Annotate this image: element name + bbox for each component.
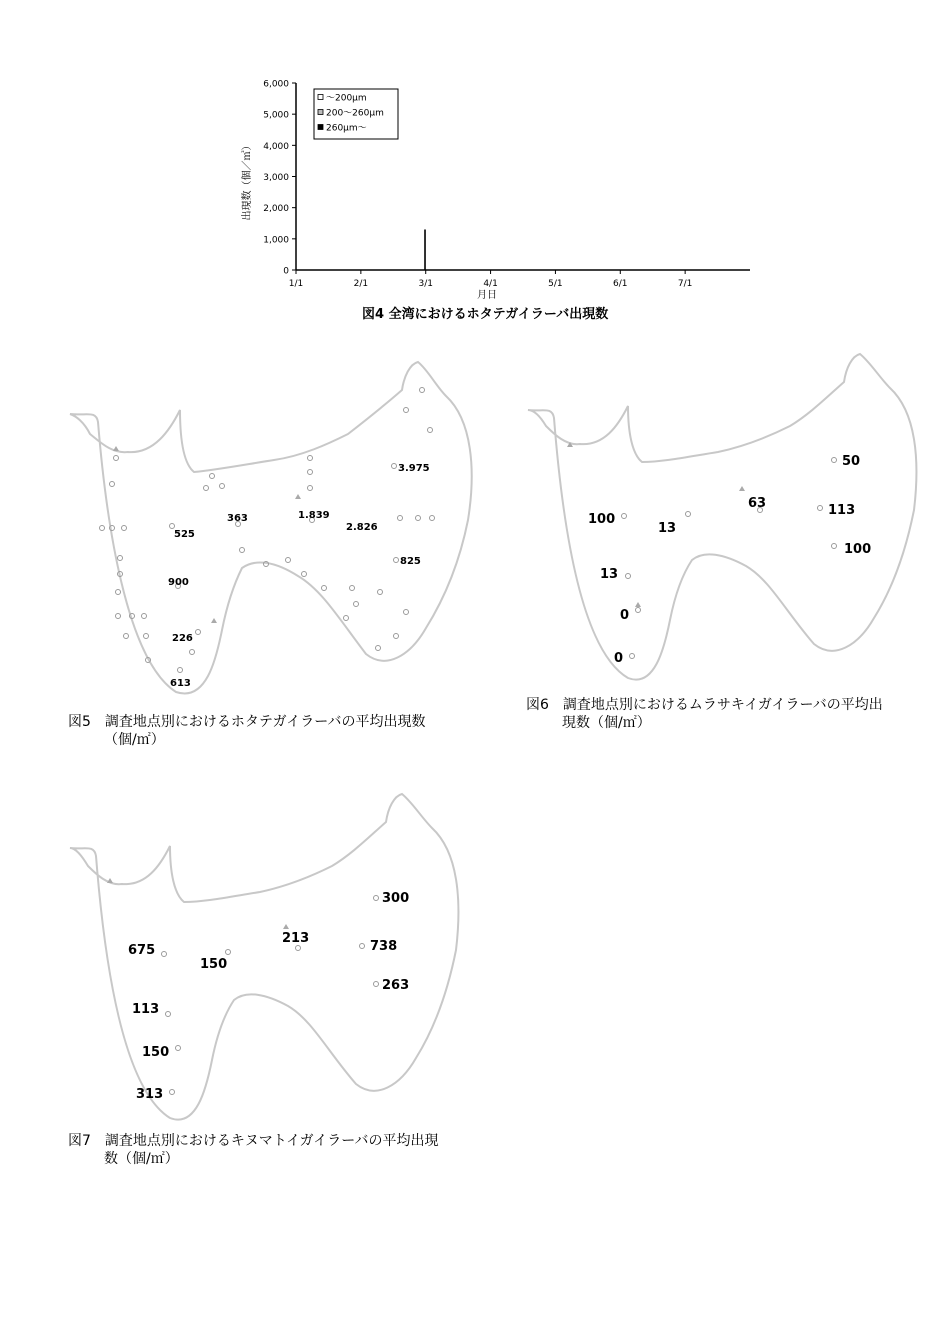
fig5-label: 825	[400, 556, 421, 567]
fig5-caption-line1: 図5 調査地点別におけるホタテガイラーバの平均出現数	[68, 714, 426, 730]
legend-swatch	[318, 95, 323, 100]
fig7-caption	[68, 1132, 439, 1168]
fig6-caption-line2: 現数（個/㎡）	[562, 715, 651, 731]
fig5-label: 525	[174, 529, 195, 540]
fig6-caption	[526, 696, 883, 732]
fig7-caption-line1: 図7 調査地点別におけるキヌマトイガイラーバの平均出現	[68, 1133, 439, 1149]
bar	[424, 229, 426, 270]
fig5-stations	[100, 388, 435, 673]
fig7-marker	[107, 878, 113, 883]
fig6-label: 0	[614, 651, 624, 666]
y-axis-title: 出現数（個／㎡）	[242, 140, 253, 221]
fig6-marker	[635, 602, 641, 607]
y-tick-label: 5,000	[263, 110, 289, 121]
fig7-label: 300	[382, 891, 410, 906]
fig7-label: 150	[142, 1045, 170, 1060]
y-tick-label: 3,000	[263, 173, 289, 183]
fig6-label: 113	[828, 503, 856, 518]
fig7-label: 738	[370, 939, 398, 954]
fig6-label: 0	[620, 608, 630, 623]
fig6-label: 13	[600, 567, 619, 582]
fig5-map	[66, 360, 486, 700]
fig7-marker	[283, 924, 289, 929]
fig6-label: 63	[748, 496, 767, 511]
fig5-marker	[113, 446, 119, 451]
x-tick-label: 7/1	[677, 279, 693, 289]
fig6-label: 100	[844, 542, 872, 557]
x-tick-label: 1/1	[288, 279, 304, 289]
fig7-stations	[162, 896, 379, 1095]
fig7-label: 313	[136, 1087, 164, 1102]
y-tick-label: 1,000	[263, 235, 289, 246]
x-tick-label: 6/1	[613, 279, 628, 289]
x-tick-label: 5/1	[548, 279, 563, 289]
fig5-label: 3.975	[398, 463, 430, 474]
fig5-label: 363	[227, 513, 248, 524]
fig7-label: 263	[382, 978, 410, 993]
fig5-label: 226	[172, 633, 193, 644]
y-tick-label: 4,000	[263, 141, 289, 152]
fig4-figure	[230, 70, 770, 340]
fig5-caption-line2: （個/㎡）	[104, 732, 165, 748]
fig5-coastline	[70, 362, 472, 694]
fig5-marker	[295, 494, 301, 499]
fig7-caption-line2: 数（個/㎡）	[104, 1151, 179, 1167]
legend-swatch	[318, 110, 323, 115]
x-axis-title: 月日	[477, 290, 497, 301]
legend-label: 260μm～	[326, 123, 367, 134]
fig7-map-svg	[66, 790, 466, 1130]
x-tick-label: 2/1	[353, 279, 369, 289]
fig5-label: 2.826	[346, 522, 378, 533]
y-tick-label: 2,000	[263, 204, 289, 215]
legend-label: 200～260μm	[326, 108, 384, 119]
legend-swatch	[318, 125, 323, 130]
fig7-label: 213	[282, 931, 310, 946]
x-tick-label: 4/1	[483, 279, 498, 289]
fig5-label: 900	[168, 577, 189, 588]
fig6-coastline	[528, 354, 916, 680]
fig6-label: 100	[588, 512, 616, 527]
legend-label: ～200μm	[326, 93, 367, 104]
fig7-label: 675	[128, 943, 156, 958]
y-tick-label: 6,000	[263, 79, 289, 90]
fig6-map	[524, 350, 924, 690]
fig5-marker	[211, 618, 217, 623]
fig4-caption: 図4 全湾におけるホタテガイラーバ出現数	[362, 307, 609, 322]
fig6-map-svg	[524, 350, 924, 690]
fig5-caption	[68, 713, 426, 749]
fig4-chart	[230, 70, 770, 340]
fig7-label: 150	[200, 957, 228, 972]
fig5-label: 1.839	[298, 510, 330, 521]
fig6-caption-line1: 図6 調査地点別におけるムラサキイガイラーバの平均出	[526, 697, 883, 713]
fig7-label: 113	[132, 1002, 160, 1017]
fig5-map-svg	[66, 360, 486, 700]
x-tick-label: 3/1	[418, 279, 433, 289]
fig5-label: 613	[170, 678, 191, 689]
fig6-label: 50	[842, 454, 861, 469]
fig7-map	[66, 790, 466, 1130]
fig6-marker	[739, 486, 745, 491]
fig6-label: 13	[658, 521, 677, 536]
y-tick-label: 0	[283, 266, 289, 277]
